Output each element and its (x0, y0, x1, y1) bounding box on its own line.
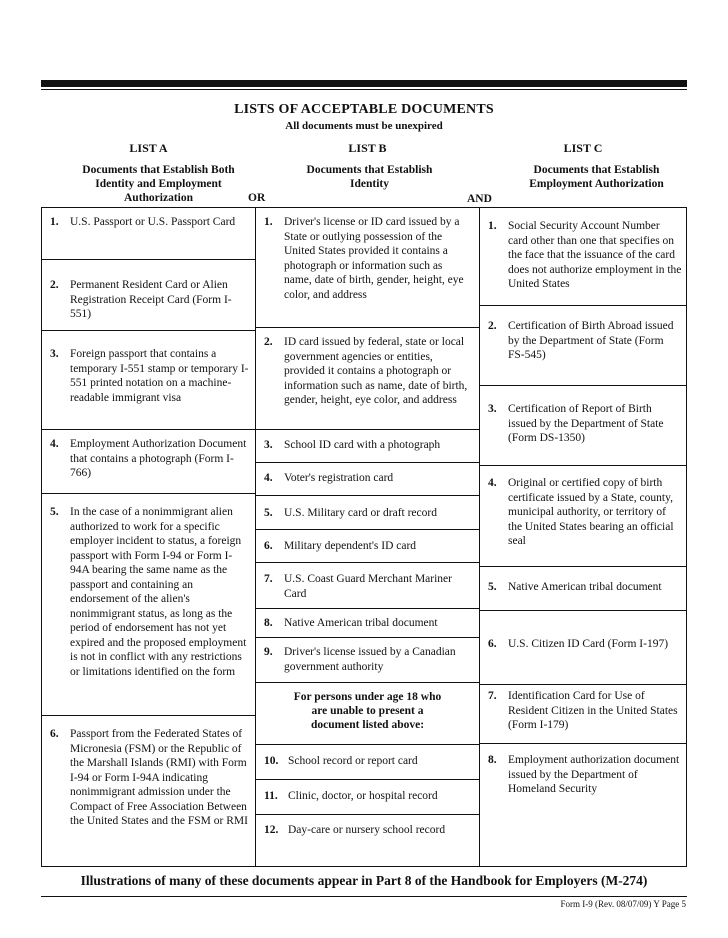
item-text: Passport from the Federated States of Micronesia (FSM) or the Republic of the Marshall Islands (RMI) with Form I-94 or Form I-94A indicating nonimmigrant admission under the Compact of Free Association Between the United States and the FSM or RMI (70, 728, 248, 827)
list-c-description (494, 163, 699, 191)
item-number: 2. (264, 336, 273, 348)
list-item (42, 208, 255, 259)
item-number: 2. (50, 279, 59, 291)
item-number: 9. (264, 646, 273, 658)
form-identifier: Form I-9 (Rev. 08/07/09) Y Page 5 (560, 899, 686, 909)
item-text: Driver's license or ID card issued by a State or outlying possession of the United States provided it contains a photograph or information such as name, date of birth, gender, height, eye color, and address (284, 216, 464, 301)
item-text: Employment Authorization Document that contains a photograph (Form I-766) (70, 438, 247, 479)
item-number: 5. (264, 507, 273, 519)
minor-note (256, 690, 479, 732)
list-item (256, 429, 479, 462)
list-item (256, 208, 479, 327)
list-b-desc-line: Identity (350, 178, 389, 190)
item-number: 6. (50, 728, 59, 740)
item-text: U.S. Passport or U.S. Passport Card (70, 216, 236, 228)
item-number: 1. (50, 216, 59, 228)
item-text: Social Security Account Number card other than one that specifies on the face that the issuance of the card does not authorize employment in the United States (508, 220, 682, 290)
list-item (42, 259, 255, 330)
item-number: 6. (488, 638, 497, 650)
page-title: LISTS OF ACCEPTABLE DOCUMENTS (234, 102, 494, 117)
item-number: 6. (264, 540, 273, 552)
list-item (42, 330, 255, 429)
top-rule-thick (41, 80, 687, 87)
list-item (42, 429, 255, 493)
list-c-desc-line: Employment Authorization (529, 178, 664, 190)
minor-note-line: document listed above: (310, 719, 425, 731)
item-number: 12. (264, 824, 279, 836)
list-item (480, 208, 686, 305)
list-a-desc-line: Documents that Establish Both (82, 164, 235, 176)
item-number: 1. (264, 216, 273, 228)
list-a-column (41, 207, 256, 867)
item-text: In the case of a nonimmigrant alien authorized to work for a specific employer incident to status, a foreign passport with Form I-94 or Form I-94A bearing the same name as the passport and containing an endorsement of the alien's nonimmigrant status, as long as the period of endorsement has not yet expired and the proposed employment is not in conflict with any restrictions or limitations identified on the form (70, 506, 247, 678)
list-item (480, 610, 686, 684)
list-b-heading: LIST B (348, 141, 387, 155)
item-text: Certification of Birth Abroad issued by the Department of State (Form FS-545) (508, 320, 674, 361)
list-item (256, 562, 479, 608)
item-text: Military dependent's ID card (284, 540, 417, 552)
item-text: Voter's registration card (284, 472, 394, 484)
and-connector: AND (467, 193, 492, 205)
item-number: 5. (488, 581, 497, 593)
item-text: Original or certified copy of birth certificate issued by a State, county, municipal authority, or territory of the United States bearing an official seal (508, 477, 674, 547)
list-b-column (255, 207, 480, 867)
item-text: Native American tribal document (284, 617, 438, 629)
list-item (480, 743, 686, 866)
list-item (480, 305, 686, 385)
minor-note-line: are unable to present a (311, 705, 424, 717)
item-number: 3. (488, 403, 497, 415)
item-text: U.S. Coast Guard Merchant Mariner Card (284, 573, 452, 600)
list-a-heading: LIST A (129, 141, 168, 155)
list-item (256, 814, 479, 866)
item-text: Certification of Report of Birth issued by the Department of State (Form DS-1350) (508, 403, 664, 444)
item-number: 3. (264, 439, 273, 451)
item-text: Native American tribal document (508, 581, 662, 593)
page-subtitle: All documents must be unexpired (285, 120, 443, 132)
list-c-desc-line: Documents that Establish (533, 164, 660, 176)
item-number: 4. (488, 477, 497, 489)
list-b-description (262, 163, 477, 191)
top-rule-thin (41, 89, 687, 90)
handbook-note: Illustrations of many of these documents appear in Part 8 of the Handbook for Employers (M-274) (80, 873, 648, 888)
minor-note-cell (256, 682, 479, 744)
list-b-desc-line: Documents that Establish (306, 164, 433, 176)
list-c-heading: LIST C (563, 141, 603, 155)
item-number: 4. (50, 438, 59, 450)
list-item (42, 715, 255, 866)
list-item (256, 495, 479, 529)
list-item (256, 779, 479, 814)
item-text: U.S. Military card or draft record (284, 507, 437, 519)
bottom-rule (41, 896, 687, 897)
list-item (256, 529, 479, 562)
list-item (480, 465, 686, 566)
item-number: 8. (264, 617, 273, 629)
item-number: 7. (264, 573, 273, 585)
or-connector: OR (248, 192, 266, 204)
item-text: ID card issued by federal, state or local government agencies or entities, provided it contains a photograph or information such as name, date of birth, gender, height, eye color, and address (284, 336, 468, 406)
list-item (256, 744, 479, 779)
item-text: Foreign passport that contains a temporary I-551 stamp or temporary I-551 printed notation on a machine-readable immigrant visa (70, 348, 249, 404)
list-a-desc-line: Authorization (124, 192, 193, 204)
item-number: 3. (50, 348, 59, 360)
item-number: 8. (488, 754, 497, 766)
minor-note-line: For persons under age 18 who (293, 691, 442, 703)
item-text: Permanent Resident Card or Alien Registration Receipt Card (Form I-551) (70, 279, 232, 320)
item-text: Clinic, doctor, or hospital record (288, 790, 438, 802)
item-number: 1. (488, 220, 497, 232)
item-text: Driver's license issued by a Canadian government authority (284, 646, 456, 673)
item-text: Employment authorization document issued by the Department of Homeland Security (508, 754, 680, 795)
list-item (480, 566, 686, 610)
item-number: 4. (264, 472, 273, 484)
list-item (42, 493, 255, 715)
list-item (480, 385, 686, 465)
item-number: 2. (488, 320, 497, 332)
item-text: School ID card with a photograph (284, 439, 441, 451)
item-text: U.S. Citizen ID Card (Form I-197) (508, 638, 669, 650)
list-item (256, 637, 479, 682)
item-text: School record or report card (288, 755, 418, 767)
item-text: Day-care or nursery school record (288, 824, 446, 836)
list-item (256, 608, 479, 637)
item-text: Identification Card for Use of Resident Citizen in the United States (Form I-179) (508, 690, 678, 731)
item-number: 7. (488, 690, 497, 702)
item-number: 10. (264, 755, 279, 767)
item-number: 11. (264, 790, 278, 802)
item-number: 5. (50, 506, 59, 518)
list-item (256, 462, 479, 495)
list-a-desc-line: Identity and Employment (95, 178, 222, 190)
list-a-description (56, 163, 261, 205)
list-c-column (479, 207, 687, 867)
list-item (256, 327, 479, 429)
list-item (480, 684, 686, 743)
